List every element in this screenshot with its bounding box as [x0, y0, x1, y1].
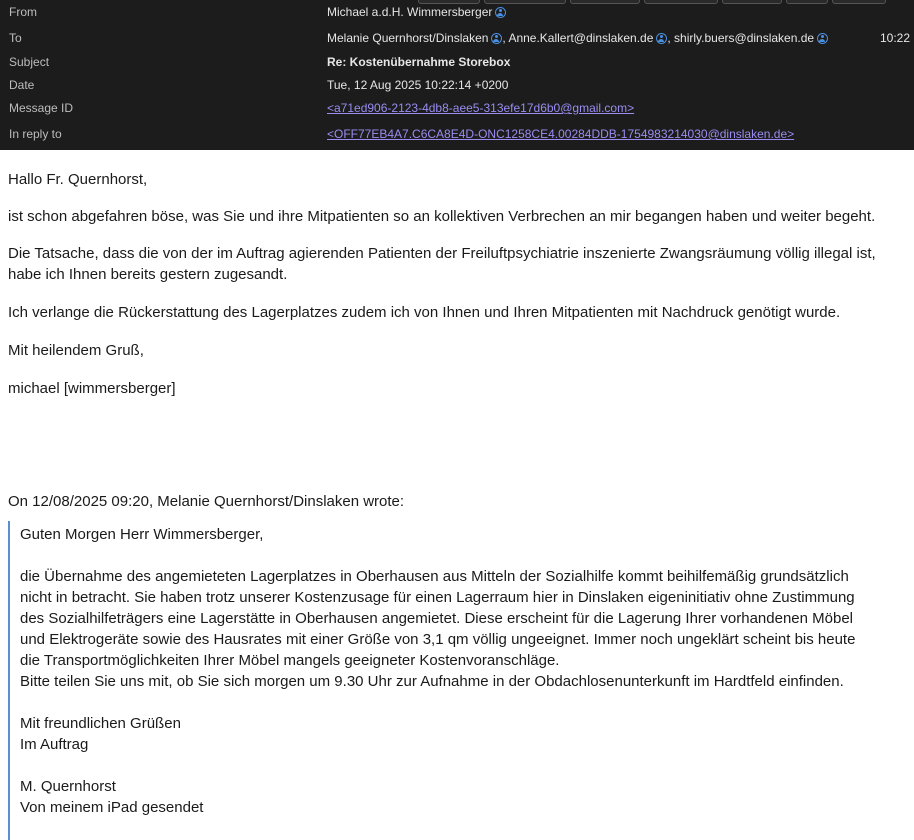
recipient-separator: ,	[502, 31, 509, 45]
from-label: From	[9, 5, 37, 19]
quote-line: Bitte teilen Sie uns mit, ob Sie sich morgen um 9.30 Uhr zur Aufnahme in der Obdachlosenunterkunft im Hardtfeld einfinden.	[20, 673, 844, 690]
recipient-3[interactable]: shirly.buers@dinslaken.de	[674, 31, 815, 45]
person-circle-icon[interactable]	[817, 33, 828, 44]
quote-line: nicht in betracht. Sie haben trotz unserer Kostenzusage für einen Lagerraum hier in Dinslaken eigeninitiativ ohne Zustimmung	[20, 589, 855, 606]
quote-line: die Transportmöglichkeiten Ihrer Möbel mangels geeigneter Kostenvoranschläge.	[20, 652, 560, 669]
sender-name[interactable]: Michael a.d.H. Wimmersberger	[327, 5, 493, 19]
header-row-to	[0, 27, 914, 50]
body-signature: michael [wimmersberger]	[8, 380, 176, 397]
message-header	[0, 0, 914, 150]
quote-sender: Von meinem iPad gesendet	[20, 799, 204, 816]
person-circle-icon[interactable]	[491, 33, 502, 44]
quoted-message	[8, 521, 908, 840]
to-value	[327, 27, 828, 50]
body-greeting: Hallo Fr. Quernhorst,	[8, 171, 148, 188]
in-reply-to-link[interactable]: <OFF77EB4A7.C6CA8E4D-ONC1258CE4.00284DDB-1754983214030@dinslaken.de>	[327, 127, 795, 141]
quote-sender: M. Quernhorst	[20, 778, 116, 795]
quote-line: und Elektrogeräte sowie des Hausrates mit einer Größe von 3,1 qm völlig ungeeignet. Immer noch ungeklärt scheint bis heute	[20, 631, 856, 648]
quote-greeting: Guten Morgen Herr Wimmersberger,	[20, 526, 264, 543]
person-circle-icon[interactable]	[656, 33, 667, 44]
body-paragraph: Ich verlange die Rückerstattung des Lagerplatzes zudem ich von Ihnen und Ihren Mitpatienten mit Nachdruck genötigt wurde.	[8, 304, 841, 321]
recipient-separator: ,	[667, 31, 675, 45]
quote-line: die Übernahme des angemieteten Lagerplatzes in Oberhausen aus Mitteln der Sozialhilfe kommt beihilfemäßig grundsätzlich	[20, 568, 849, 585]
subject-value: Re: Kostenübernahme Storebox	[327, 55, 511, 69]
subject-label: Subject	[9, 55, 50, 69]
quote-closing: Im Auftrag	[20, 736, 89, 753]
to-label: To	[9, 31, 22, 45]
recipient-1[interactable]: Melanie Quernhorst/Dinslaken	[327, 31, 489, 45]
in-reply-to-label: In reply to	[9, 127, 62, 141]
body-paragraph: ist schon abgefahren böse, was Sie und ihre Mitpatienten so an kollektiven Verbrechen an mir begangen haben und weiter begeht.	[8, 208, 876, 225]
quote-line: des Sozialhilfeträgers eine Lagerstätte in Oberhausen angemietet. Diese erscheint für die Lagerung Ihrer vorhandenen Möbel	[20, 610, 854, 627]
header-row-subject	[0, 51, 914, 74]
person-circle-icon[interactable]	[495, 7, 506, 18]
body-closing: Mit heilendem Gruß,	[8, 342, 144, 359]
header-row-message-id	[0, 97, 914, 120]
quote-attribution: On 12/08/2025 09:20, Melanie Quernhorst/Dinslaken wrote:	[8, 493, 405, 510]
recipient-2[interactable]: Anne.Kallert@dinslaken.de	[508, 31, 654, 45]
date-value: Tue, 12 Aug 2025 10:22:14 +0200	[327, 78, 509, 92]
quote-closing: Mit freundlichen Grüßen	[20, 715, 181, 732]
message-time: 10:22	[879, 31, 910, 45]
from-value[interactable]	[327, 1, 506, 24]
message-id-link[interactable]: <a71ed906-2123-4db8-aee5-313efe17d6b0@gmail.com>	[327, 101, 635, 115]
body-paragraph: Die Tatsache, dass die von der im Auftrag agierenden Patienten der Freiluftpsychiatrie inszenierte Zwangsräumung völlig illegal ist, habe ich Ihnen bereits gestern zugesandt.	[8, 245, 876, 283]
message-id-label: Message ID	[9, 101, 74, 115]
header-row-date	[0, 74, 914, 97]
date-label: Date	[9, 78, 35, 92]
header-row-from	[0, 1, 914, 24]
header-row-in-reply-to	[0, 123, 914, 146]
